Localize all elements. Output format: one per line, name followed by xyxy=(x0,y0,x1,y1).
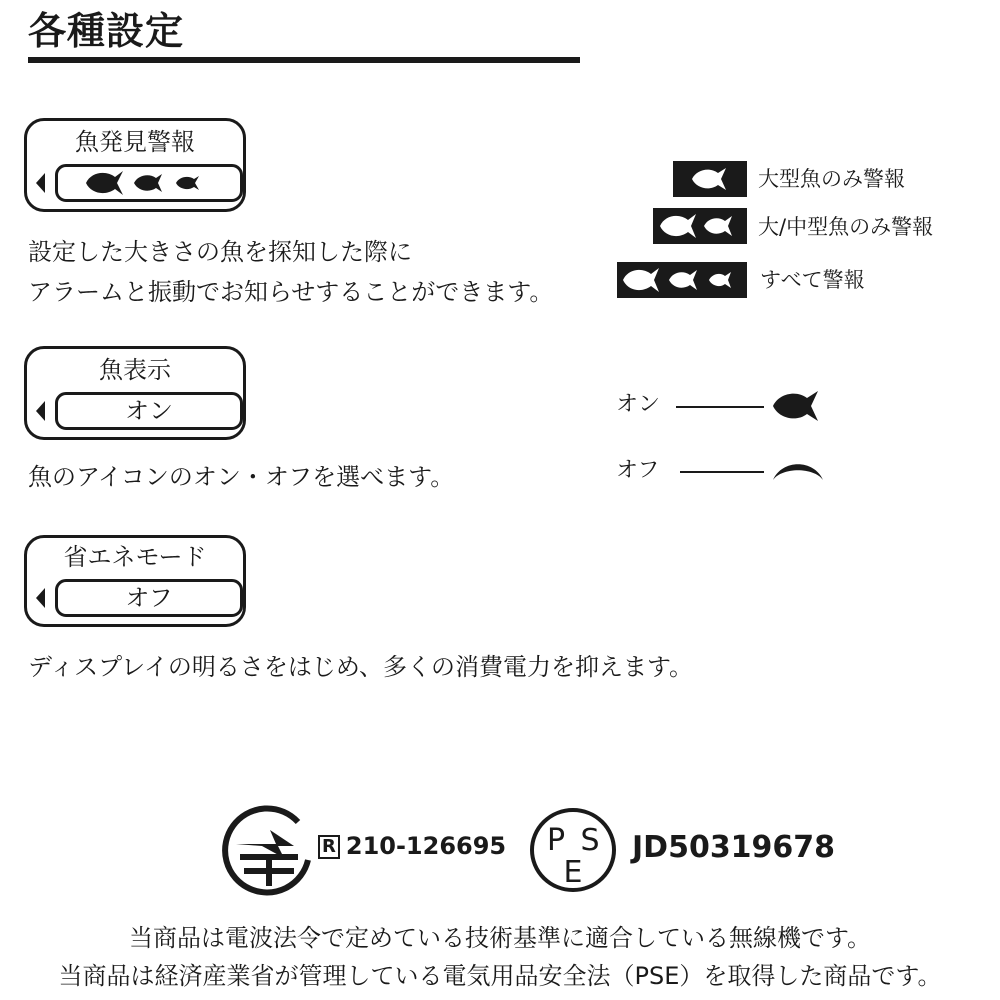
all-fish-icons xyxy=(621,266,743,294)
fish-display-label: 魚表示 xyxy=(99,356,171,384)
power-save-description: ディスプレイの明るさをはじめ、多くの消費電力を抑えます。 xyxy=(28,653,694,681)
pse-letter-e: E xyxy=(563,855,583,890)
footer-radio-notice: 当商品は電波法令で定めている技術基準に適合している無線機です。 xyxy=(128,924,872,952)
power-save-setting-box[interactable] xyxy=(24,535,246,627)
pse-mark-icon xyxy=(528,806,618,894)
fish-arch-icon xyxy=(772,457,824,481)
pse-letter-p: P xyxy=(546,823,566,858)
registration-mark: R xyxy=(318,835,340,859)
legend-large-label: 大型魚のみ警報 xyxy=(758,167,905,191)
small-fish-icon xyxy=(176,176,199,190)
fish-alert-setting-box[interactable] xyxy=(24,118,246,212)
left-arrow-icon[interactable] xyxy=(36,401,45,421)
pse-number: JD50319678 xyxy=(632,830,836,865)
large-fish-icon xyxy=(690,166,730,192)
medium-fish-icon xyxy=(134,174,162,192)
fish-alert-value xyxy=(55,164,243,202)
legend-medium-chip xyxy=(653,208,747,244)
on-leader-line xyxy=(676,406,764,408)
fish-alert-description-2: アラームと振動でお知らせすることができます。 xyxy=(28,278,554,306)
telec-mark-icon xyxy=(218,800,318,896)
fish-alert-description-1: 設定した大きさの魚を探知した際に xyxy=(28,238,412,266)
pse-letter-s: S xyxy=(580,823,600,858)
legend-large-chip xyxy=(673,161,747,197)
footer-pse-notice: 当商品は経済産業省が管理している電気用品安全法（PSE）を取得した商品です。 xyxy=(58,962,942,990)
telec-number xyxy=(318,832,506,860)
fish-display-description: 魚のアイコンのオン・オフを選べます。 xyxy=(28,463,455,491)
power-save-label: 省エネモード xyxy=(63,543,207,571)
on-label: オン xyxy=(616,392,661,417)
left-arrow-icon[interactable] xyxy=(36,588,45,608)
fish-on-icon xyxy=(772,389,822,423)
title-underline xyxy=(28,57,580,63)
page-title: 各種設定 xyxy=(28,9,185,53)
legend-all-label: すべて警報 xyxy=(760,268,865,292)
fish-display-setting-box[interactable] xyxy=(24,346,246,440)
fish-alert-icons xyxy=(58,167,240,199)
large-medium-fish-icons xyxy=(658,212,742,240)
off-label: オフ xyxy=(616,458,660,483)
fish-display-value: オン xyxy=(55,392,243,430)
large-fish-icon xyxy=(86,171,123,195)
fish-alert-label: 魚発見警報 xyxy=(75,128,195,156)
power-save-value: オフ xyxy=(55,579,243,617)
off-leader-line xyxy=(680,471,764,473)
left-arrow-icon[interactable] xyxy=(36,173,45,193)
telec-number-text: 210-126695 xyxy=(345,832,507,860)
legend-all-chip xyxy=(617,262,747,298)
legend-medium-label: 大/中型魚のみ警報 xyxy=(758,215,934,239)
